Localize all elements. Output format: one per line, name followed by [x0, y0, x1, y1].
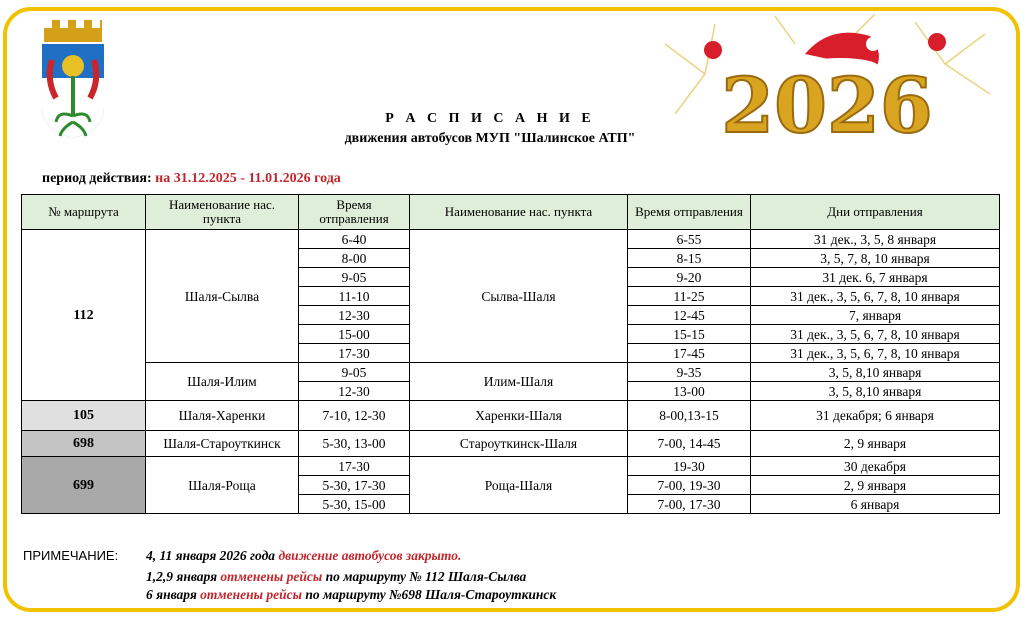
- return-cell: 7-00, 14-45: [628, 431, 751, 457]
- note-line-1: [146, 548, 461, 564]
- header-route-number: № маршрута: [22, 195, 146, 230]
- departure-cell: 9-05: [299, 268, 410, 287]
- days-cell: 2, 9 января: [751, 476, 1000, 495]
- new-year-2026-decoration: [655, 14, 995, 142]
- route-number: 698: [22, 431, 146, 457]
- return-cell: 19-30: [628, 457, 751, 476]
- header-departure-time: Время отправления: [299, 195, 410, 230]
- departure-cell: 17-30: [299, 344, 410, 363]
- destination-cell: Илим-Шаля: [410, 363, 628, 401]
- days-cell: 3, 5, 8,10 января: [751, 363, 1000, 382]
- return-cell: 11-25: [628, 287, 751, 306]
- table-row: [22, 230, 1000, 249]
- departure-cell: 17-30: [299, 457, 410, 476]
- header-days: Дни отправления: [751, 195, 1000, 230]
- note-3-date: 6 января: [146, 587, 201, 602]
- schedule-title: Р А С П И С А Н И Е: [385, 111, 595, 126]
- period-label: период действия:: [42, 171, 152, 186]
- return-cell: 13-00: [628, 382, 751, 401]
- destination-cell: Сылва-Шаля: [410, 230, 628, 363]
- departure-cell: 5-30, 15-00: [299, 495, 410, 514]
- return-cell: 15-15: [628, 325, 751, 344]
- departure-cell: 15-00: [299, 325, 410, 344]
- departure-cell: 12-30: [299, 306, 410, 325]
- days-cell: 31 дек., 3, 5, 6, 7, 8, 10 января: [751, 325, 1000, 344]
- note-line-3: [146, 587, 556, 603]
- validity-period: [42, 171, 341, 187]
- header-destination: Наименование нас. пункта: [410, 195, 628, 230]
- departure-cell: 9-05: [299, 363, 410, 382]
- days-cell: 31 дек., 3, 5, 8 января: [751, 230, 1000, 249]
- route-number: 699: [22, 457, 146, 514]
- route-number: 112: [22, 230, 146, 401]
- table-row: [22, 363, 1000, 382]
- days-cell: 7, января: [751, 306, 1000, 325]
- header-origin: Наименование нас. пункта: [146, 195, 299, 230]
- departure-cell: 12-30: [299, 382, 410, 401]
- origin-cell: Шаля-Харенки: [146, 401, 299, 431]
- note-3-highlight: отменены рейсы: [200, 587, 302, 602]
- destination-cell: Харенки-Шаля: [410, 401, 628, 431]
- return-cell: 8-15: [628, 249, 751, 268]
- days-cell: 3, 5, 8,10 января: [751, 382, 1000, 401]
- departure-cell: 8-00: [299, 249, 410, 268]
- table-row: [22, 457, 1000, 476]
- days-cell: 3, 5, 7, 8, 10 января: [751, 249, 1000, 268]
- route-number: 105: [22, 401, 146, 431]
- return-cell: 8-00,13-15: [628, 401, 751, 431]
- days-cell: 31 дек. 6, 7 января: [751, 268, 1000, 287]
- table-row: [22, 431, 1000, 457]
- origin-cell: Шаля-Илим: [146, 363, 299, 401]
- departure-cell: 11-10: [299, 287, 410, 306]
- days-cell: 2, 9 января: [751, 431, 1000, 457]
- note-1-text: движение автобусов закрыто.: [278, 548, 462, 563]
- departure-cell: 6-40: [299, 230, 410, 249]
- days-cell: 31 декабря; 6 января: [751, 401, 1000, 431]
- note-1-date: 4, 11 января 2026 года: [146, 548, 279, 563]
- departure-cell: 5-30, 13-00: [299, 431, 410, 457]
- note-2-highlight: отменены рейсы: [220, 569, 323, 584]
- days-cell: 6 января: [751, 495, 1000, 514]
- return-cell: 7-00, 19-30: [628, 476, 751, 495]
- departure-cell: 7-10, 12-30: [299, 401, 410, 431]
- note-line-2: [146, 569, 526, 585]
- days-cell: 31 дек., 3, 5, 6, 7, 8, 10 января: [751, 287, 1000, 306]
- return-cell: 7-00, 17-30: [628, 495, 751, 514]
- departure-cell: 5-30, 17-30: [299, 476, 410, 495]
- return-cell: 9-35: [628, 363, 751, 382]
- destination-cell: Роща-Шаля: [410, 457, 628, 514]
- header-return-time: Время отправления: [628, 195, 751, 230]
- table-row: [22, 401, 1000, 431]
- schedule-table: [21, 194, 1000, 514]
- note-2-date: 1,2,9 января: [146, 569, 221, 584]
- return-cell: 12-45: [628, 306, 751, 325]
- days-cell: 31 дек., 3, 5, 6, 7, 8, 10 января: [751, 344, 1000, 363]
- return-cell: 9-20: [628, 268, 751, 287]
- period-value: на 31.12.2025 - 11.01.2026 года: [155, 171, 341, 186]
- days-cell: 30 декабря: [751, 457, 1000, 476]
- destination-cell: Староуткинск-Шаля: [410, 431, 628, 457]
- origin-cell: Шаля-Староуткинск: [146, 431, 299, 457]
- note-3-route: по маршруту №698 Шаля-Староуткинск: [302, 587, 557, 602]
- note-2-route: по маршруту № 112 Шаля-Сылва: [322, 569, 527, 584]
- origin-cell: Шаля-Роща: [146, 457, 299, 514]
- notes-label: ПРИМЕЧАНИЕ:: [23, 548, 119, 563]
- origin-cell: Шаля-Сылва: [146, 230, 299, 363]
- schedule-subtitle: движения автобусов МУП "Шалинское АТП": [344, 131, 636, 146]
- return-cell: 17-45: [628, 344, 751, 363]
- table-header-row: [22, 195, 1000, 230]
- year-2026-label: 2026: [721, 61, 933, 142]
- return-cell: 6-55: [628, 230, 751, 249]
